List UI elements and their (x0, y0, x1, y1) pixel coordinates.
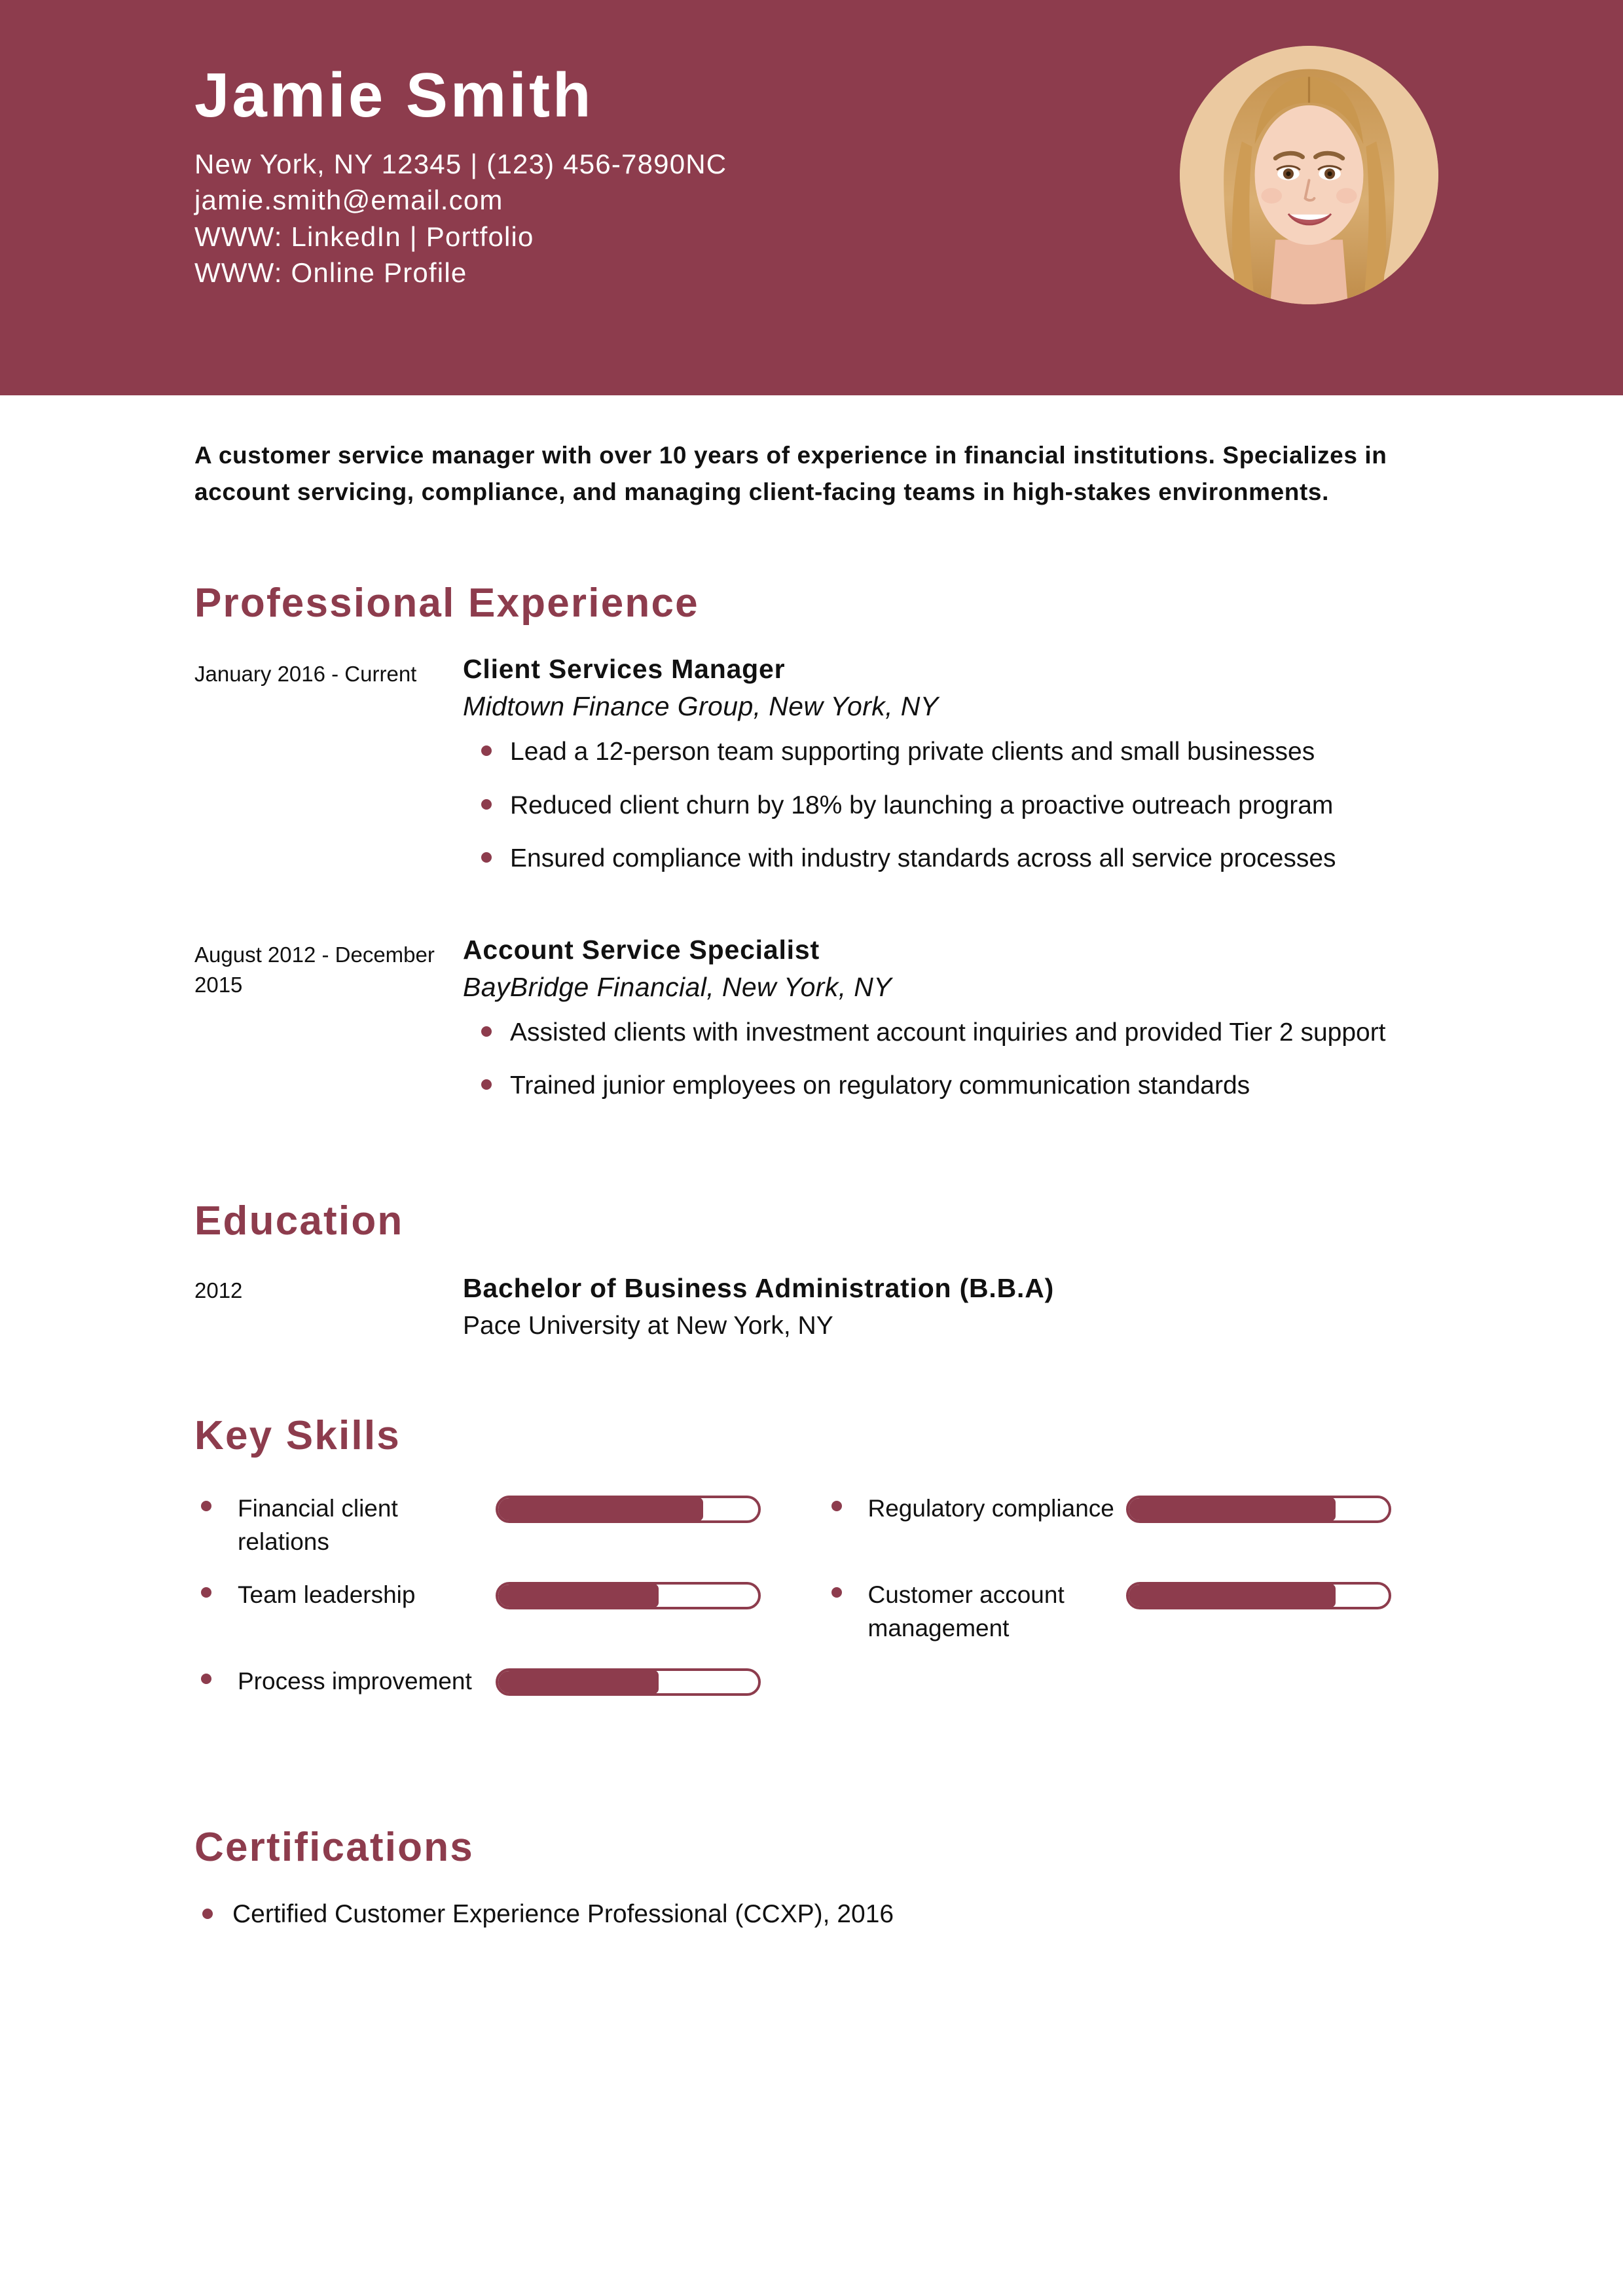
skill-item (194, 1660, 799, 1738)
section-title-key-skills: Key Skills (194, 1413, 401, 1459)
skill-level-fill (1128, 1498, 1336, 1521)
bullet-dot-icon (481, 799, 492, 810)
skill-level-bar (496, 1582, 761, 1609)
bullet-dot-icon (481, 745, 492, 756)
experience-dates: August 2012 - December 2015 (194, 942, 435, 997)
page-title: Jamie Smith (194, 60, 594, 130)
bullet-text: Lead a 12-person team supporting private clients and small businesses (510, 738, 1315, 766)
bullet-text: Reduced client churn by 18% by launching a proactive outreach program (510, 791, 1334, 819)
list-item (463, 840, 1429, 876)
list-item (463, 734, 1429, 770)
section-title-education: Education (194, 1198, 404, 1244)
header-text-block (194, 60, 1111, 291)
skill-level-fill (498, 1584, 659, 1607)
bullet-dot-icon (201, 1501, 211, 1511)
experience-details (463, 654, 1429, 893)
key-skills-grid (194, 1488, 1429, 1747)
bullet-dot-icon (481, 1026, 492, 1037)
skill-level-fill (498, 1498, 703, 1521)
skill-label (825, 1574, 1126, 1645)
bullet-dot-icon (201, 1674, 211, 1684)
degree-title: Bachelor of Business Administration (B.B.A) (463, 1273, 1055, 1304)
bullet-dot-icon (481, 1079, 492, 1090)
education-entry (194, 1273, 1429, 1340)
skill-label-text: Financial client relations (238, 1495, 398, 1556)
job-organization: BayBridge Financial, New York, NY (463, 971, 892, 1002)
skill-level-fill (498, 1670, 659, 1694)
bullet-text: Trained junior employees on regulatory communication standards (510, 1071, 1250, 1100)
section-title-certifications: Certifications (194, 1825, 474, 1871)
avatar (1180, 46, 1438, 304)
job-organization: Midtown Finance Group, New York, NY (463, 691, 939, 722)
skill-level-fill (1128, 1584, 1336, 1607)
experience-bullet-list (463, 1014, 1429, 1104)
portrait-photo-icon (1180, 46, 1438, 304)
bullet-dot-icon (831, 1587, 842, 1598)
skill-label (194, 1488, 496, 1558)
bullet-dot-icon (201, 1587, 211, 1598)
key-skills-right-column (825, 1488, 1429, 1747)
experience-details (463, 935, 1429, 1121)
skill-level-bar (496, 1496, 761, 1523)
skill-label-text: Team leadership (238, 1581, 416, 1609)
bullet-text: Assisted clients with investment account inquiries and provided Tier 2 support (510, 1018, 1386, 1047)
contact-line-address-phone: New York, NY 12345 | (123) 456-7890NC (194, 148, 727, 179)
skill-label-text: Process improvement (238, 1668, 472, 1695)
bullet-dot-icon (202, 1909, 213, 1919)
experience-bullet-list (463, 734, 1429, 876)
skill-level-bar (1126, 1582, 1391, 1609)
key-skills-left-column (194, 1488, 799, 1747)
section-title-experience: Professional Experience (194, 581, 699, 626)
school-name: Pace University at New York, NY (463, 1312, 833, 1340)
certification-text: Certified Customer Experience Professional (CCXP), 2016 (232, 1900, 894, 1929)
skill-label (825, 1488, 1126, 1525)
professional-summary: A customer service manager with over 10 years of experience in financial institutions. Specializes in account servicing, compliance, and managing client-facing teams in high-stakes environments. (194, 442, 1387, 506)
skill-label (194, 1660, 496, 1698)
experience-entry (194, 935, 1429, 1121)
education-details (463, 1273, 1429, 1340)
experience-dates: January 2016 - Current (194, 662, 417, 687)
skill-label-text: Customer account management (867, 1581, 1065, 1642)
list-item (463, 1014, 1429, 1050)
bullet-dot-icon (831, 1501, 842, 1511)
contact-line-email: jamie.smith@email.com (194, 185, 503, 216)
skill-item (194, 1574, 799, 1651)
list-item (463, 1067, 1429, 1103)
skill-item (825, 1574, 1429, 1651)
job-title: Account Service Specialist (463, 934, 820, 965)
skill-label-text: Regulatory compliance (867, 1495, 1114, 1522)
skill-label (194, 1574, 496, 1611)
list-item (194, 1897, 1429, 1933)
resume-body (0, 437, 1623, 1933)
bullet-text: Ensured compliance with industry standards across all service processes (510, 844, 1336, 873)
skill-level-bar (496, 1668, 761, 1696)
certifications-list (194, 1897, 1429, 1933)
contact-line-profile: WWW: Online Profile (194, 257, 467, 289)
list-item (463, 787, 1429, 823)
skill-level-bar (1126, 1496, 1391, 1523)
bullet-dot-icon (481, 852, 492, 863)
job-title: Client Services Manager (463, 654, 786, 685)
contact-line-links: WWW: LinkedIn | Portfolio (194, 221, 534, 252)
experience-entry (194, 654, 1429, 893)
skill-item (825, 1488, 1429, 1565)
education-year: 2012 (194, 1278, 243, 1303)
resume-header (0, 0, 1623, 395)
skill-item (194, 1488, 799, 1565)
